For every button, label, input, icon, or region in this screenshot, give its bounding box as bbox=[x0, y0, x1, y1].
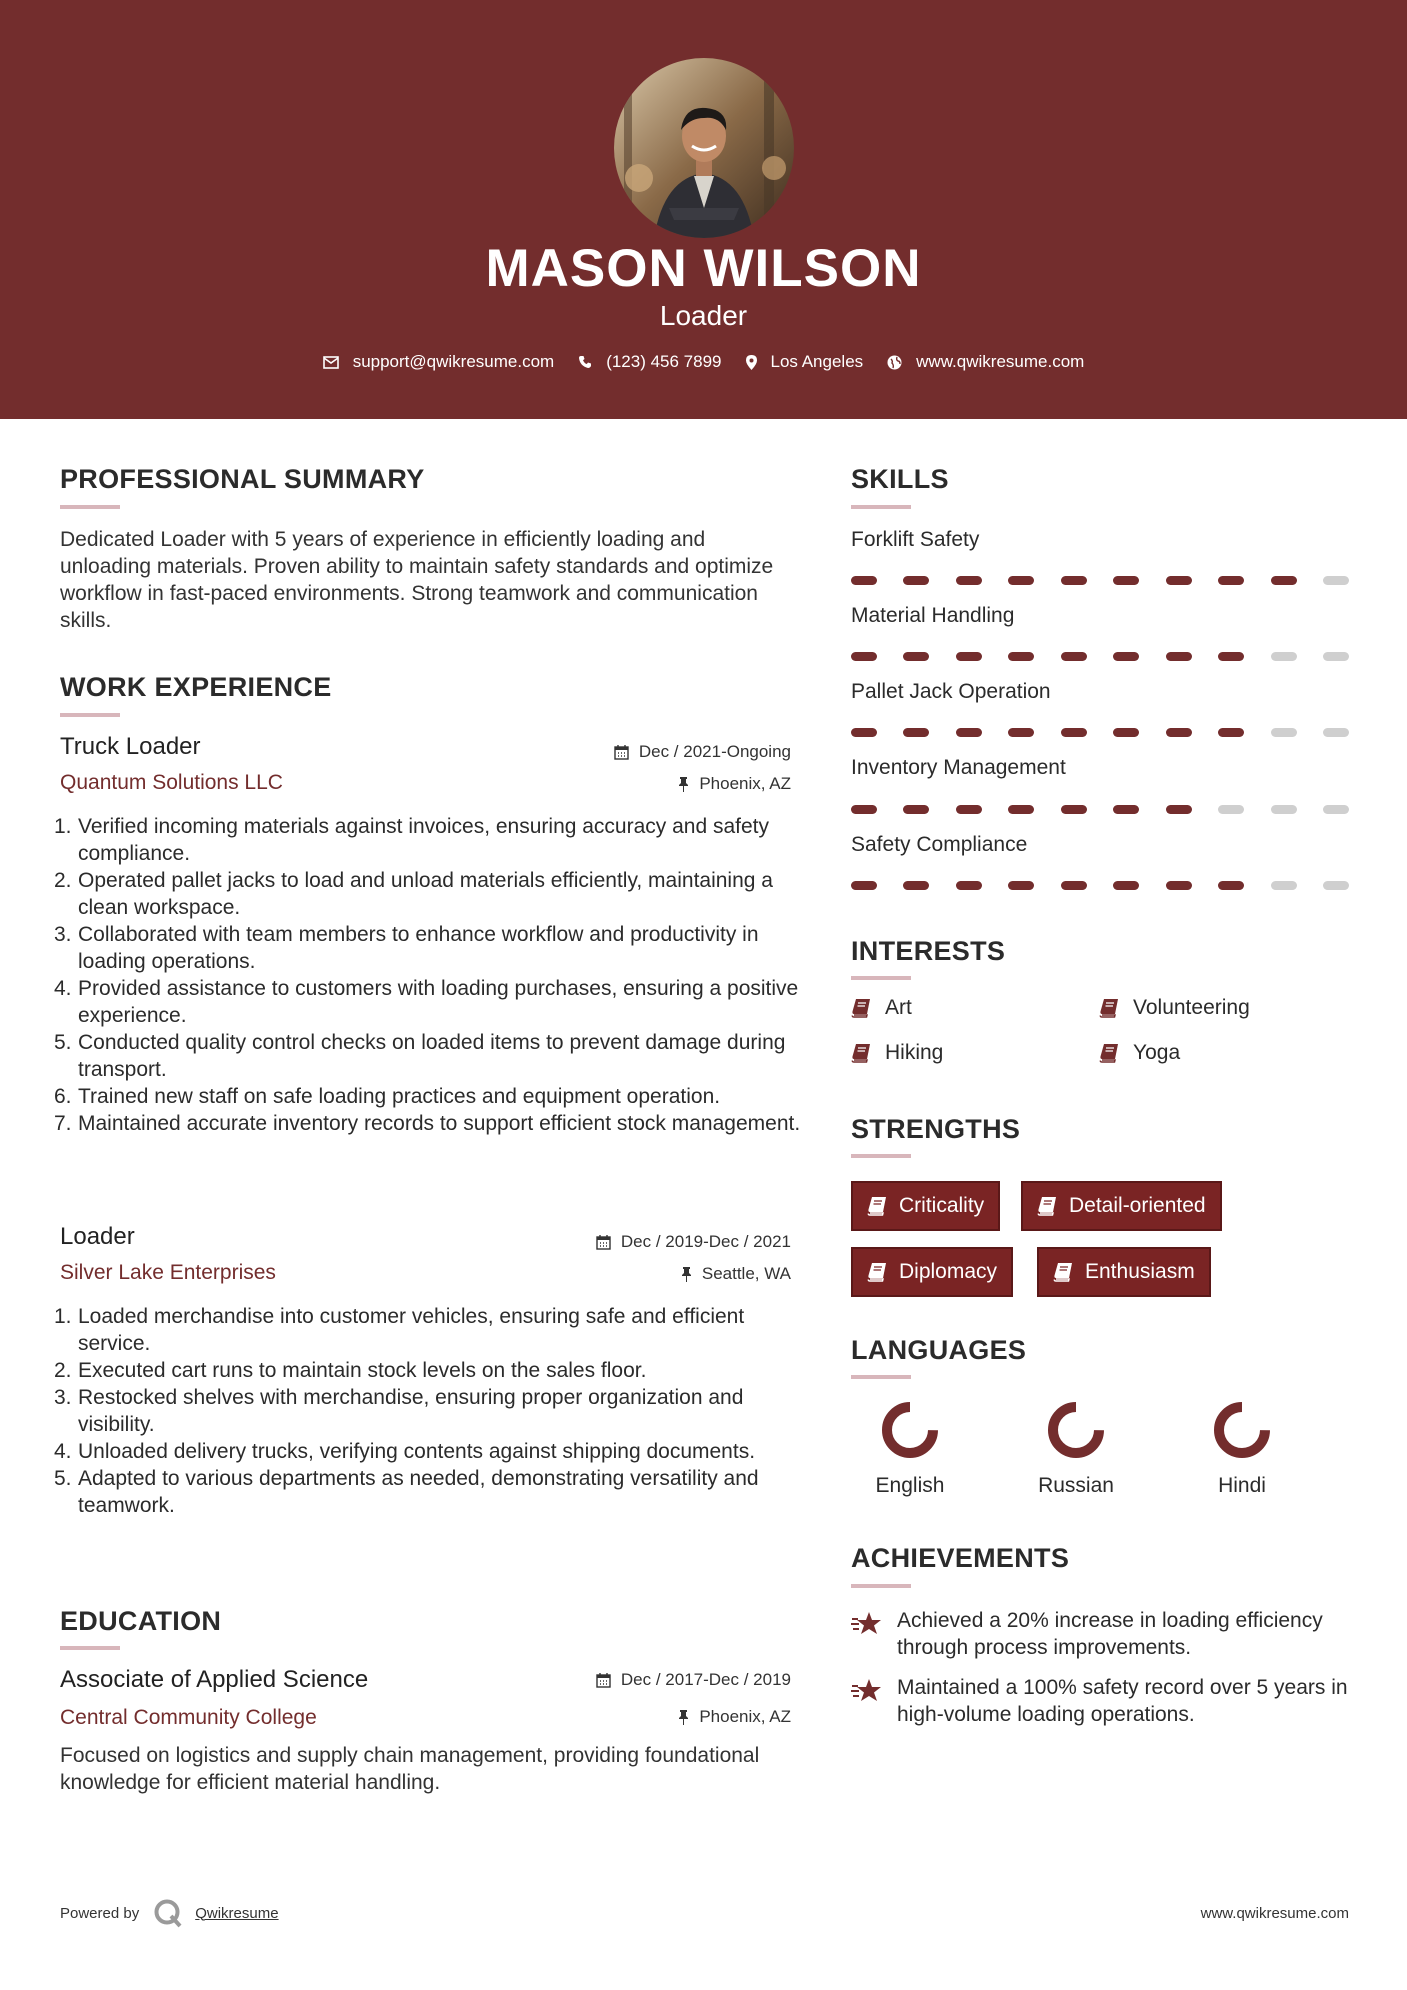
pushpin-icon bbox=[681, 1267, 692, 1282]
job-company: Quantum Solutions LLC bbox=[60, 771, 283, 794]
list-item: 2. Executed cart runs to maintain stock levels on the sales floor. bbox=[54, 1359, 647, 1382]
skills-underline bbox=[851, 505, 911, 509]
rating-dash-empty bbox=[1323, 805, 1349, 814]
skill-name: Pallet Jack Operation bbox=[851, 680, 1051, 703]
list-item: 5. Conducted quality control checks on loaded items to prevent damage during transport. bbox=[54, 1031, 786, 1081]
rating-dash-filled bbox=[1218, 652, 1244, 661]
book-icon bbox=[867, 1196, 887, 1216]
rating-dash-filled bbox=[1061, 576, 1087, 585]
rating-dash-filled bbox=[1166, 728, 1192, 737]
list-item: 6. Trained new staff on safe loading practices and equipment operation. bbox=[54, 1085, 721, 1108]
rating-dash-filled bbox=[956, 728, 982, 737]
skill-name: Material Handling bbox=[851, 604, 1015, 627]
skill-name: Inventory Management bbox=[851, 756, 1066, 779]
book-icon bbox=[1099, 1043, 1119, 1063]
rating-dash-filled bbox=[1113, 652, 1139, 661]
rating-dash-filled bbox=[1061, 728, 1087, 737]
rating-dash-filled bbox=[1218, 576, 1244, 585]
rating-dash-filled bbox=[1008, 805, 1034, 814]
job-date bbox=[596, 1232, 791, 1252]
job-location-text: Seattle, WA bbox=[701, 1264, 791, 1283]
calendar-icon bbox=[614, 745, 629, 760]
rating-dash-filled bbox=[956, 805, 982, 814]
book-icon bbox=[1053, 1262, 1073, 1282]
pushpin-icon bbox=[678, 1710, 689, 1725]
book-icon bbox=[851, 1043, 871, 1063]
education-description: Focused on logistics and supply chain management, providing foundational knowledge for efficient material handling. bbox=[60, 1744, 760, 1794]
footer-website[interactable]: www.qwikresume.com bbox=[1200, 1905, 1349, 1922]
achievement-item: Achieved a 20% increase in loading efficiency through process improvements. bbox=[851, 1607, 1351, 1661]
strength-tag: Enthusiasm bbox=[1037, 1247, 1211, 1297]
strength-tag: Detail-oriented bbox=[1021, 1181, 1222, 1231]
summary-text: Dedicated Loader with 5 years of experience in efficiently loading and unloading materials. Proven ability to maintain safety standards and optimize workflow in fast-paced environments. Strong teamwork and communication skills. bbox=[60, 528, 774, 632]
skill-rating bbox=[851, 728, 1349, 737]
contact-bar bbox=[0, 352, 1407, 372]
school-name: Central Community College bbox=[60, 1706, 317, 1729]
list-item: 1. Verified incoming materials against invoices, ensuring accuracy and safety compliance. bbox=[54, 815, 770, 865]
rating-dash-filled bbox=[956, 576, 982, 585]
resume-header bbox=[0, 0, 1407, 419]
rating-dash-filled bbox=[956, 881, 982, 890]
skills-heading: SKILLS bbox=[851, 464, 949, 494]
brand-link[interactable]: Qwikresume bbox=[195, 1904, 279, 1922]
rating-dash-filled bbox=[851, 881, 877, 890]
strengths-heading: STRENGTHS bbox=[851, 1114, 1021, 1144]
job-company: Silver Lake Enterprises bbox=[60, 1261, 276, 1284]
rating-dash-filled bbox=[1061, 652, 1087, 661]
rating-dash-filled bbox=[1061, 805, 1087, 814]
language-item: Russian bbox=[1021, 1400, 1131, 1498]
rating-dash-filled bbox=[1166, 881, 1192, 890]
location-text: Los Angeles bbox=[770, 352, 864, 371]
job-location bbox=[681, 1264, 791, 1284]
job-duties-list bbox=[54, 813, 808, 1137]
language-level-ring bbox=[880, 1400, 940, 1460]
language-item: Hindi bbox=[1187, 1400, 1297, 1498]
email-text: support@qwikresume.com bbox=[352, 352, 555, 371]
rating-dash-filled bbox=[1166, 652, 1192, 661]
calendar-icon bbox=[596, 1235, 611, 1250]
pushpin-icon bbox=[678, 777, 689, 792]
education-heading: EDUCATION bbox=[60, 1606, 222, 1636]
education-location-text: Phoenix, AZ bbox=[699, 1707, 791, 1726]
list-item: 7. Maintained accurate inventory records to support efficient stock management. bbox=[54, 1112, 801, 1135]
contact-location bbox=[746, 352, 864, 372]
rating-dash-filled bbox=[851, 652, 877, 661]
interests-underline bbox=[851, 976, 911, 980]
rating-dash-filled bbox=[903, 881, 929, 890]
rating-dash-filled bbox=[1008, 652, 1034, 661]
education-location bbox=[678, 1707, 791, 1727]
skill-rating bbox=[851, 881, 1349, 890]
rating-dash-filled bbox=[1113, 805, 1139, 814]
interest-item: Hiking bbox=[851, 1041, 943, 1065]
achievements-heading: ACHIEVEMENTS bbox=[851, 1543, 1070, 1573]
rating-dash-filled bbox=[1166, 805, 1192, 814]
rating-dash-filled bbox=[1061, 881, 1087, 890]
globe-icon bbox=[887, 355, 902, 370]
job-duties-list bbox=[54, 1303, 808, 1519]
rating-dash-filled bbox=[1218, 728, 1244, 737]
summary-underline bbox=[60, 505, 120, 509]
contact-website[interactable] bbox=[887, 352, 1084, 372]
achievement-item: Maintained a 100% safety record over 5 years in high-volume loading operations. bbox=[851, 1674, 1351, 1728]
rating-dash-filled bbox=[1008, 576, 1034, 585]
qwikresume-logo-icon bbox=[153, 1898, 183, 1928]
list-item: 5. Adapted to various departments as needed, demonstrating versatility and teamwork. bbox=[54, 1467, 759, 1517]
book-icon bbox=[1037, 1196, 1057, 1216]
book-icon bbox=[1099, 998, 1119, 1018]
rating-dash-empty bbox=[1323, 881, 1349, 890]
education-date-text: Dec / 2017-Dec / 2019 bbox=[620, 1670, 791, 1689]
rating-dash-filled bbox=[1113, 576, 1139, 585]
strengths-underline bbox=[851, 1154, 911, 1158]
footer-powered-by bbox=[60, 1898, 279, 1928]
profile-photo bbox=[614, 58, 794, 238]
website-text: www.qwikresume.com bbox=[916, 352, 1085, 371]
rating-dash-empty bbox=[1271, 728, 1297, 737]
rating-dash-filled bbox=[1008, 881, 1034, 890]
contact-email[interactable] bbox=[323, 352, 555, 372]
rating-dash-empty bbox=[1271, 881, 1297, 890]
languages-heading: LANGUAGES bbox=[851, 1335, 1027, 1365]
job-date-text: Dec / 2019-Dec / 2021 bbox=[620, 1232, 791, 1251]
skill-rating bbox=[851, 805, 1349, 814]
degree-title: Associate of Applied Science bbox=[60, 1666, 369, 1693]
summary-heading: PROFESSIONAL SUMMARY bbox=[60, 464, 425, 494]
rating-dash-filled bbox=[903, 652, 929, 661]
candidate-role: Loader bbox=[659, 300, 748, 331]
job-date-text: Dec / 2021-Ongoing bbox=[638, 742, 791, 761]
list-item: 3. Restocked shelves with merchandise, ensuring proper organization and visibility. bbox=[54, 1386, 744, 1436]
rating-dash-filled bbox=[851, 805, 877, 814]
rating-dash-filled bbox=[903, 728, 929, 737]
list-item: 4. Provided assistance to customers with loading purchases, ensuring a positive experience. bbox=[54, 977, 799, 1027]
rating-dash-filled bbox=[1166, 576, 1192, 585]
achievements-underline bbox=[851, 1584, 911, 1588]
phone-icon bbox=[578, 355, 592, 369]
rating-dash-filled bbox=[903, 805, 929, 814]
language-item: English bbox=[855, 1400, 965, 1498]
rating-dash-empty bbox=[1323, 652, 1349, 661]
strength-tag: Criticality bbox=[851, 1181, 1000, 1231]
rating-dash-filled bbox=[1008, 728, 1034, 737]
star-icon bbox=[851, 1678, 883, 1704]
candidate-name: MASON WILSON bbox=[485, 239, 922, 298]
language-level-ring bbox=[1046, 1400, 1106, 1460]
rating-dash-empty bbox=[1218, 805, 1244, 814]
rating-dash-empty bbox=[1323, 576, 1349, 585]
list-item: 1. Loaded merchandise into customer vehicles, ensuring safe and efficient service. bbox=[54, 1305, 745, 1355]
experience-heading: WORK EXPERIENCE bbox=[60, 672, 332, 702]
skill-name: Safety Compliance bbox=[851, 833, 1028, 856]
skill-name: Forklift Safety bbox=[851, 528, 980, 551]
education-underline bbox=[60, 1646, 120, 1650]
interest-item: Art bbox=[851, 996, 912, 1020]
list-item: 4. Unloaded delivery trucks, verifying contents against shipping documents. bbox=[54, 1440, 756, 1463]
star-icon bbox=[851, 1611, 883, 1637]
job-location bbox=[678, 774, 791, 794]
rating-dash-empty bbox=[1323, 728, 1349, 737]
skill-rating bbox=[851, 652, 1349, 661]
phone-text: (123) 456 7899 bbox=[606, 352, 722, 371]
envelope-icon bbox=[323, 356, 339, 369]
rating-dash-filled bbox=[851, 576, 877, 585]
rating-dash-empty bbox=[1271, 805, 1297, 814]
languages-underline bbox=[851, 1375, 911, 1379]
rating-dash-filled bbox=[1218, 881, 1244, 890]
powered-by-label: Powered by bbox=[60, 1904, 140, 1922]
contact-phone[interactable] bbox=[578, 352, 721, 372]
interest-item: Yoga bbox=[1099, 1041, 1180, 1065]
rating-dash-filled bbox=[903, 576, 929, 585]
language-level-ring bbox=[1212, 1400, 1272, 1460]
rating-dash-filled bbox=[851, 728, 877, 737]
job-location-text: Phoenix, AZ bbox=[699, 774, 791, 793]
interest-item: Volunteering bbox=[1099, 996, 1250, 1020]
map-pin-icon bbox=[746, 355, 757, 370]
rating-dash-filled bbox=[956, 652, 982, 661]
rating-dash-filled bbox=[1113, 728, 1139, 737]
job-title: Truck Loader bbox=[60, 733, 201, 760]
skill-rating bbox=[851, 576, 1349, 585]
book-icon bbox=[851, 998, 871, 1018]
list-item: 3. Collaborated with team members to enhance workflow and productivity in loading operations. bbox=[54, 923, 759, 973]
job-date bbox=[614, 742, 791, 762]
experience-underline bbox=[60, 713, 120, 717]
rating-dash-filled bbox=[1113, 881, 1139, 890]
job-title: Loader bbox=[60, 1223, 135, 1250]
book-icon bbox=[867, 1262, 887, 1282]
interests-heading: INTERESTS bbox=[851, 936, 1006, 966]
education-date bbox=[596, 1670, 791, 1690]
rating-dash-filled bbox=[1271, 576, 1297, 585]
strength-tag: Diplomacy bbox=[851, 1247, 1013, 1297]
calendar-icon bbox=[596, 1673, 611, 1688]
rating-dash-empty bbox=[1271, 652, 1297, 661]
list-item: 2. Operated pallet jacks to load and unload materials efficiently, maintaining a clean workspace. bbox=[54, 869, 773, 919]
